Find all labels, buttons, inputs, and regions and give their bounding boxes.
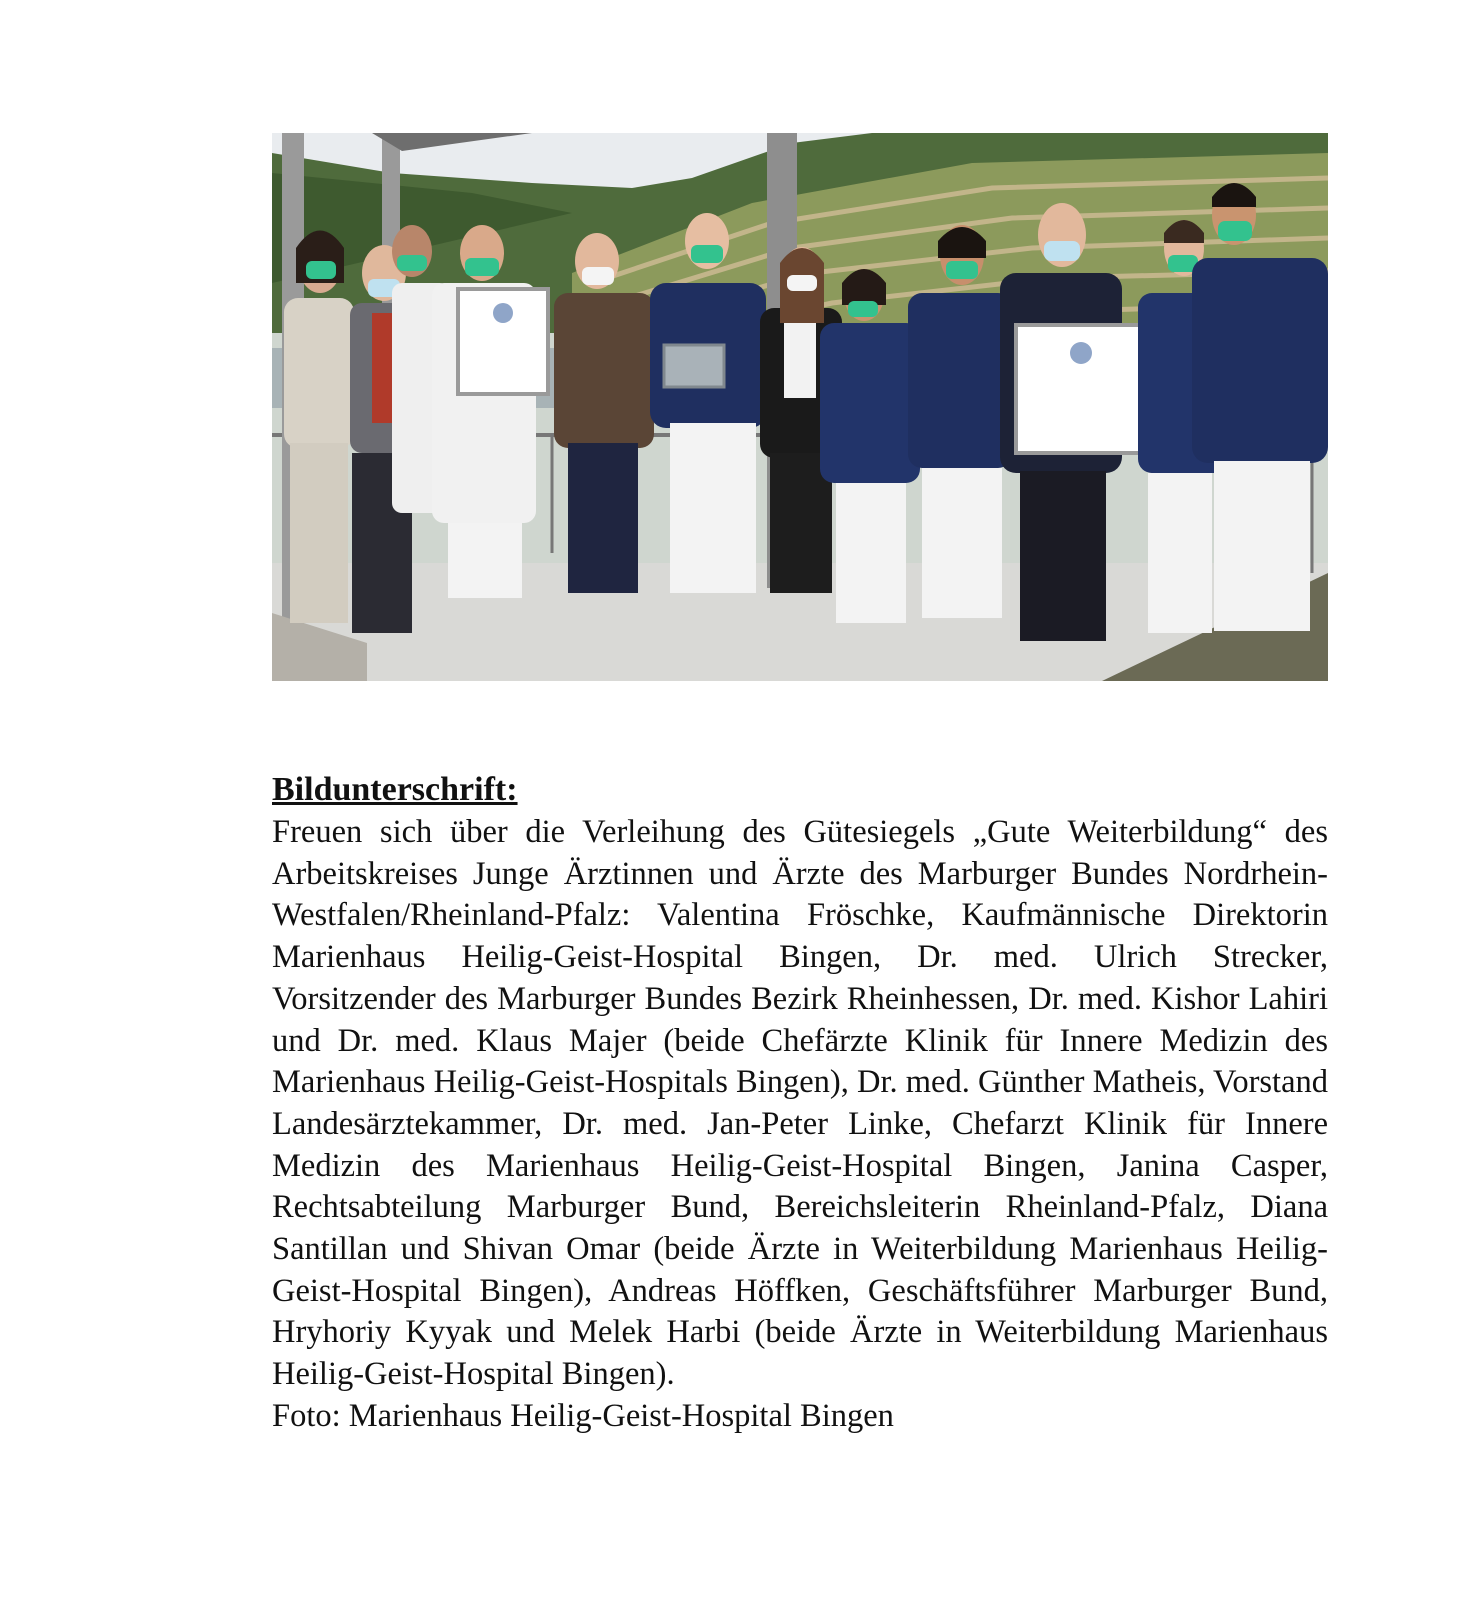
photo-credit: Foto: Marienhaus Heilig-Geist-Hospital Bingen: [272, 1397, 894, 1434]
group-photo: [272, 133, 1328, 681]
caption-text: Freuen sich über die Verleihung des Gütesiegels „Gute Weiterbildung“ des Arbeitskreises Junge Ärztinnen und Ärzte des Marburger Bundes Nordrhein-Westfalen/Rheinland-Pfalz: Valentina Fröschke, Kaufmännische Direktorin Marienhaus Heilig-Geist-Hospital Bingen, Dr. med. Ulrich Strecker, Vorsitzender des Marburger Bundes Bezirk Rheinhessen, Dr. med. Kishor Lahiri und Dr. med. Klaus Majer (beide Chefärzte Klinik für Innere Medizin des Marienhaus Heilig-Geist-Hospitals Bingen), Dr. med. Günther Matheis, Vorstand Landesärztekammer, Dr. med. Jan-Peter Linke, Chefarzt Klinik für Innere Medizin des Marienhaus Heilig-Geist-Hospital Bingen, Janina Casper, Rechtsabteilung Marburger Bund, Bereichsleiterin Rheinland-Pfalz, Diana Santillan und Shivan Omar (beide Ärzte in Weiterbildung Marienhaus Heilig-Geist-Hospital Bingen), Andreas Höffken, Geschäftsführer Marburger Bund, Hryhoriy Kyyak und Melek Harbi (beide Ärzte in Weiterbildung Marienhaus Heilig-Geist-Hospital Bingen).: [272, 814, 1328, 1393]
caption-heading: Bildunterschrift:: [272, 771, 518, 808]
group-photo-illustration: [272, 133, 1328, 681]
caption-block: [272, 768, 1328, 1438]
